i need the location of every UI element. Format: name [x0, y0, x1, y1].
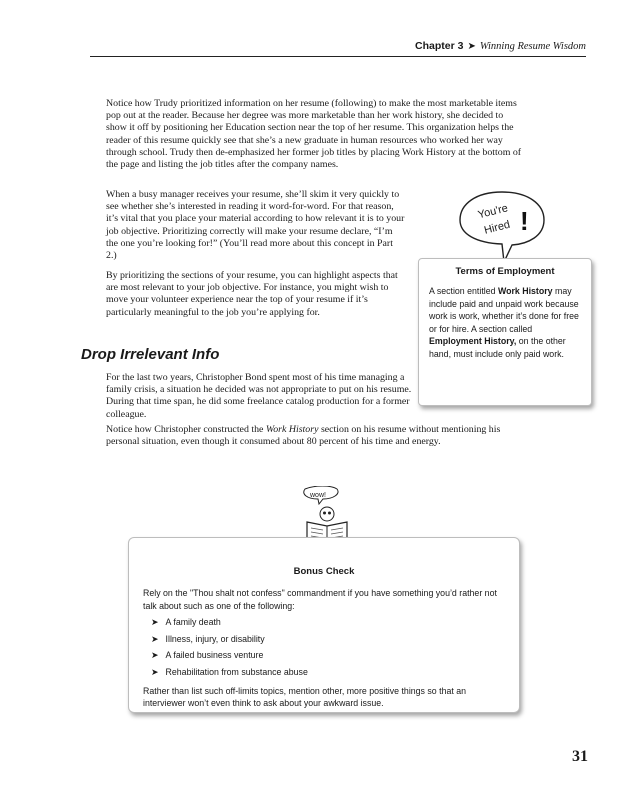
- running-head: [90, 40, 586, 52]
- header-rule: [90, 56, 586, 57]
- bonus-outro: Rather than list such off-limits topics, mention other, more positive things so that an interviewer won’t even think to ask about your awkward issue.: [143, 685, 467, 708]
- sidebar-title: Terms of Employment: [455, 266, 555, 277]
- paragraph-prioritizing: By prioritizing the sections of your resume, you can highlight aspects that are most relevant to your job objective. For instance, you might wish to move your volunteer experience near the top of your resume if it’s particularly meaningful to the job you’re applying for.: [106, 270, 398, 318]
- bonus-list: [143, 617, 505, 679]
- page-number: 31: [572, 748, 588, 765]
- paragraph-busy-manager: When a busy manager receives your resume, she’ll skim it very quickly to see whether she’s interested in reading it word-for-word. For that reason, it’s vital that you place your material according to how relevant it is to your job objective. Prioritizing correctly will make your resume declare, “I’m the one you’re looking for!” (You’ll read more about this concept in Part 2.): [106, 189, 405, 262]
- bubble-text-hired: Hired: [482, 218, 512, 237]
- terms-of-employment-sidebar: [418, 258, 592, 406]
- list-item: ➤ A failed business venture: [151, 650, 264, 661]
- arrow-icon: ➤: [467, 41, 476, 52]
- chapter-label: Chapter 3: [415, 40, 464, 52]
- bubble-exclaim: !: [520, 206, 529, 236]
- section-heading: Drop Irrelevant Info: [81, 346, 220, 363]
- work-history-italic: Work History: [265, 424, 319, 435]
- youre-hired-speech-bubble-icon: [456, 188, 548, 264]
- sidebar-text: A section entitled Work History may include paid and unpaid work because work is work, whether it’s done for free or for hire. A section called Employment History, on the other hand, must include only paid work.: [429, 286, 579, 359]
- arrow-bullet-icon: ➤: [151, 618, 159, 628]
- chapter-title: Winning Resume Wisdom: [479, 41, 586, 52]
- list-item: ➤ Rehabilitation from substance abuse: [151, 666, 308, 678]
- paragraph-work-history: Notice how Christopher constructed the Work History section on his resume without mentioning his personal situation, even though it consumed about 80 percent of his time and energy.: [106, 424, 501, 448]
- paragraph-christopher: For the last two years, Christopher Bond spent most of his time managing a family crisis, a situation he decided was not appropriate to put on his resume. During that time span, he did some freelance catalog production for a former colleague.: [106, 372, 412, 420]
- arrow-bullet-icon: ➤: [151, 667, 159, 678]
- bonus-title: Bonus Check: [293, 566, 355, 577]
- list-item: ➤ A family death: [151, 617, 221, 628]
- bonus-intro: Rely on the "Thou shalt not confess" commandment if you have something you’d rather not talk about such as one of the following:: [143, 588, 497, 611]
- arrow-bullet-icon: ➤: [151, 651, 159, 661]
- bonus-check-box: [128, 537, 520, 713]
- wow-text: wow!: [310, 492, 326, 499]
- bubble-text-youre: You're: [476, 202, 510, 222]
- arrow-bullet-icon: ➤: [151, 634, 159, 645]
- list-item: ➤ Illness, injury, or disability: [151, 633, 265, 645]
- paragraph-trudy: Notice how Trudy prioritized information on her resume (following) to make the most marketable items pop out at the reader. Because her degree was more marketable than her work history, she decided to show it off by positioning her Education section near the top of her resume. This organization helps the reader of this resume quickly see that she’s a new graduate in human resources who worked her way through school. Trudy then de-emphasized her former job titles by placing Work History at the bottom of the page and listing the job titles after the company names.: [106, 98, 522, 171]
